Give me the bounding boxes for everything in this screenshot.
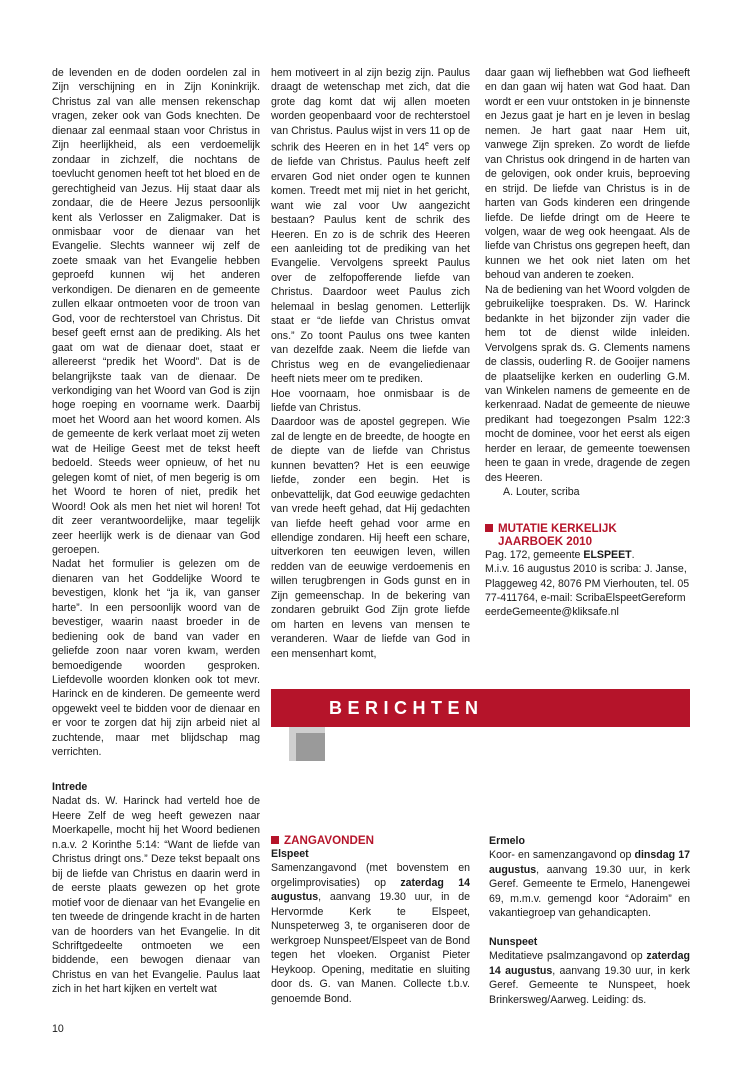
paragraph: hem motiveert in al zijn bezig zijn. Paulus draagt de wetenschap met zich, dat die grote dag komt dat wij allen moeten worden geopenbaard voor de rechterstoel van Christus. Paulus wijst in vers 11 op de schrik des Heeren en in het 14e vers op de liefde van Christus. Paulus heeft zelf ervaren God niet onder ogen te kunnen komen. Treedt met mij niet in het gericht, want wie zal voor Uw aangezicht bestaan? Paulus kent de schrik des Heeren. En zo is de schrik des Heeren een aanleiding tot de prediking van het Evangelie. Vervolgens spreekt Paulus over de zelfopofferende liefde van Christus. Daardoor weet Paulus zich helemaal in beslag genomen. Letterlijk staat er “de liefde van Christus omvat ons.” Zo toont Paulus ons twee kanten van dezelfde zaak. Neem die liefde van Christus weg en de evangeliedienaar heeft niets meer om te prediken. <box>271 67 470 386</box>
paragraph: Samenzangavond (met bovenstem en orgelimprovisaties) op zaterdag 14 augustus, aanvang 19.30 uur, in de Hervormde Kerk te Elspeet, Nunspeterweg 3, te organiseren door de werkgroep Nunspeet/Elspeet van de Bond tegen het vloeken. Organist Pieter Heykoop. Opening, meditatie en sluiting door ds. G. van Manen. Collecte t.b.v. genoemde Bond. <box>271 862 470 1005</box>
subheading-intrede: Intrede <box>52 781 88 793</box>
paragraph: Na de bediening van het Woord volgden de gebruikelijke toespraken. Ds. W. Harinck bedankte in het bijzonder zijn vader die hem tot de dienst wilde inleiden. Vervolgens sprak ds. G. Clements namens de classis, ouderling R. de Gooijer namens de plaatselijke kerken en ouderling G.M. van Winkelen namens de gemeente en de kerkenraad. Nadat de gemeente de nieuwe predikant had toegezongen Psalm 122:3 mocht de dominee, voor het eerst als eigen herder en leraar, de gemeente toewensen heen te gaan in vrede, dragende de zegen des Heeren. <box>485 283 690 484</box>
square-bullet-icon <box>271 836 279 844</box>
article-column-2 <box>271 66 470 661</box>
decorative-block-shade-top <box>296 727 325 733</box>
decorative-block-shade <box>289 727 296 761</box>
place-ermelo: Ermelo <box>489 835 525 847</box>
paragraph: Hoe voornaam, hoe onmisbaar is de liefde van Christus. <box>271 387 470 414</box>
signature: A. Louter, scriba <box>503 486 580 499</box>
berichten-banner <box>271 689 690 727</box>
ermelo-nunspeet-column <box>489 834 690 1007</box>
paragraph: de levenden en de doden oordelen zal in Zijn verschijning en in Zijn Koninkrijk. Christus zal van alle mensen rekenschap vragen, zeker ook van Gods knechten. De dienaar zal eenmaal staan voor Christus in Zijn heerlijkheid, als een verdoemelijk zondaar in zichzelf, die nochtans de toevlucht genomen heeft tot het bloed en de gerechtigheid van Jezus. Hij staat daar als zondaar, die de Heere Jezus persoonlijk kent als Verlosser en Zaligmaker. Dat is onmisbaar voor de dienaar van het Evangelie. Slechts wanneer wij zelf de zoete smaak van het Evangelie hebben geproefd kunnen wij het anderen verkondigen. De dienaren en de gemeente zullen elkaar ontmoeten voor de troon van God, voor de rechterstoel van Christus. Dit besef geeft ernst aan de prediking. Als het gaat om wat de dienaar doet, staat er allereerst “predik het Woord”. Dat is de belangrijkste taak van de dienaar. De verkondiging van het Woord van God is zijn hoge roeping en voorname werk. Daarbij moet het Woord aan het woord komen. Als de gemeente de kerk verlaat moet zij weten wat de Heilige Geest met de tekst heeft bedoeld. Steeds weer opnieuw, of het nu gelegen komt of niet, of men begerig is om het Woord te horen of niet, predik het Woord! Ook als men het niet wil horen! Tot dit zeer verantwoordelijke, maar tegelijk zeer heerlijk werk is de dienaar van God geroepen. <box>52 67 260 556</box>
paragraph: Meditatieve psalmzangavond op zaterdag 14 augustus, aanvang 19.30 uur, in kerk Geref. Gemeente te Nunspeet, hoek Brinkersweg/Aarweg. Leiding: ds. <box>489 950 690 1006</box>
article-column-3 <box>485 66 690 620</box>
zangavonden-heading: ZANGAVONDEN <box>271 834 470 847</box>
berichten-title: BERICHTEN <box>329 698 484 718</box>
paragraph: Nadat het formulier is gelezen om de dienaren van het Goddelijke Woord te bevestigen, klonk het “ja ik, van ganser harte”. In een persoonlijk woord van de bevestiger, waarin naast broeder in de bediening ook de band van vader en geliefde zoon naar voren kwam, werden bemoedigende woorden gesproken. Liefdevolle woorden klonken ook tot mevr. Harinck en de kinderen. De gemeente werd opgewekt veel te bidden voor de dienaar en er voor te zorgen dat hij zijn arbeid niet al zuchtende, maar met blijdschap mag verrichten. <box>52 558 260 759</box>
article-column-1-intrede <box>52 780 260 997</box>
mutatie-section <box>485 522 690 620</box>
place-elspeet: Elspeet <box>271 848 309 860</box>
mutatie-line: Pag. 172, gemeente ELSPEET. <box>485 548 635 561</box>
page-number: 10 <box>52 1023 64 1035</box>
paragraph: Koor- en samenzangavond op dinsdag 17 augustus, aanvang 19.30 uur, in kerk Geref. Gemeente te Ermelo, Hanengewei 69, m.m.v. gemengd koor “Adoraim” en vakantiegroep van gehandicapten. <box>489 849 690 920</box>
mutatie-text: M.i.v. 16 augustus 2010 is scriba: J. Janse, Plaggeweg 42, 8076 PM Vierhouten, tel. 0577-411764, e-mail: ScribaElspeetGereformeerdeGemeente@kliksafe.nl <box>485 563 690 619</box>
place-nunspeet: Nunspeet <box>489 935 538 948</box>
zangavonden-column <box>271 834 470 1006</box>
paragraph: daar gaan wij liefhebben wat God liefheeft en dan gaan wij haten wat God haat. Dan wordt er een vuur ontstoken in je binnenste en Jezus gaat je hart en je leven in beslag nemen. Je hart gaat naar Hem uit, vanwege Zijn spreken. Zo wordt de liefde van Christus ook dringend in de harten van de gelovigen, ook onder kruis, beproeving en strijd. De liefde van Christus is in de harten van Gods kinderen een dringende liefde. De liefde dringt om de Heere te volgen, waar de weg ook heengaat. Als de liefde van Christus ons gegrepen heeft, dan kunnen we het ook niet laten om het behoud van anderen te zoeken. <box>485 67 690 282</box>
article-column-1 <box>52 66 260 760</box>
paragraph: Nadat ds. W. Harinck had verteld hoe de Heere Zelf de weg heeft gewezen naar Moerkapelle, mocht hij het Woord bedienen n.a.v. 2 Korinthe 5:14: “Want de liefde van Christus dringt ons.” Deze tekst bepaalt ons bij de liefde van Christus en daarin werd in de eerste plaats gewezen op het grote motief voor de dienaar van het Evangelie en ten tweede de dringende kracht in de harten van de hoorders van het Evangelie. In dit Schriftgedeelte ontmoeten we een biddende, een bewogen dienaar van Christus en van het Evangelie. Paulus laat zich in het hart kijken en vertelt wat <box>52 795 260 996</box>
paragraph: Daardoor was de apostel gegrepen. Wie zal de lengte en de breedte, de hoogte en de diepte van de liefde van Christus kunnen bevatten? Het is een eeuwige liefde, zonder een begin. Het is onbevattelijk, dat God eeuwige gedachten van vrede heeft gehad, dat Hij gedachten van liefde heeft gehad voor arme en ellendige zondaren. Hij heeft een schare, uitverkoren ten eeuwigen leven, willen redden van de eeuwige verdoemenis en willen terugbrengen in Gods gunst en in Zijn gemeenschap. In de bekering van zondaren gebruikt God Zijn grote liefde om harten en levens van mensen te veranderen. Waar de liefde van God in een mensenhart komt, <box>271 416 470 660</box>
superscript: e <box>424 141 429 149</box>
square-bullet-icon <box>485 524 493 532</box>
mutatie-heading: MUTATIE KERKELIJK JAARBOEK 2010 <box>485 522 690 548</box>
